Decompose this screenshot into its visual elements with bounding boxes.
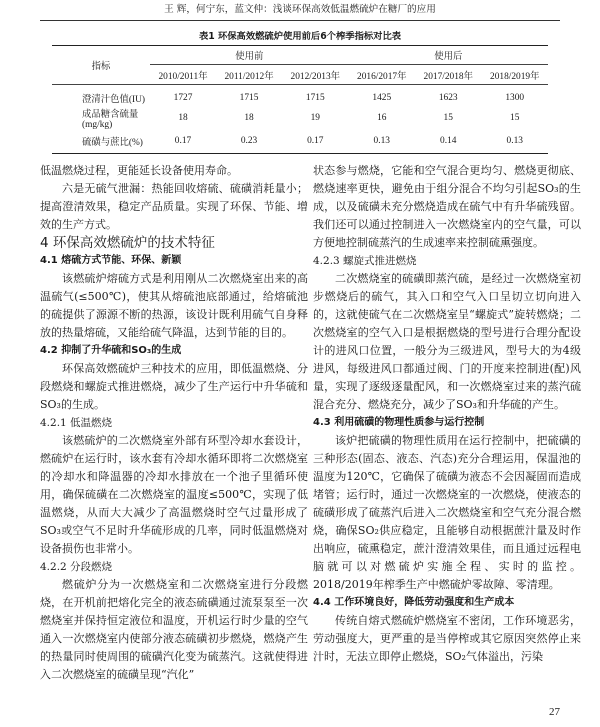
subsection-heading: 4.4 工作环境良好，降低劳动强度和生产成本 [313, 597, 515, 608]
season-header: 2012/2013年 [282, 65, 348, 85]
season-header: 2017/2018年 [415, 65, 481, 85]
group-before-header: 使用前 [150, 46, 349, 65]
season-header: 2010/2011年 [150, 65, 216, 85]
paragraph: 二次燃烧室的硫磺即蒸汽硫，是经过一次燃烧室初步燃烧后的硫气，其入口和空气入口呈切立切向进入的，这就使硫气在二次燃烧室呈“螺旋式”旋转燃烧；二次燃烧室的空气入口是根据燃烧的型号进行合理分配设计的进风口位置，一般分为三级进风，型号大的为4级进风，每级进风口都通过阀、门的开度来控制进(配)风量，实现了逐级逐量配风，和一次燃烧室过来的蒸汽硫混合充分、燃烧充分，减少了SO₃和升华硫的产生。 [313, 272, 581, 411]
page-number: 27 [549, 706, 560, 718]
table-row [52, 85, 548, 106]
indicator-header: 指标 [52, 46, 150, 85]
row-label: 成品糖含硫量(mg/kg) [82, 109, 139, 130]
section-heading: 4 环保高效燃硫炉的技术特征 [40, 235, 215, 251]
left-column [40, 162, 308, 684]
table-cell: 1727 [173, 93, 193, 104]
table-cell: 1300 [505, 93, 525, 104]
paragraph: 燃硫炉分为一次燃烧室和二次燃烧室进行分段燃烧，在开机前把熔化完全的液态硫磺通过流泵泵至一次燃烧室并保持恒定液位和温度，开机运行时少量的空气通入一次燃烧室内使部分液态硫磺初步燃烧，燃烧产生的热量同时使周围的硫磺汽化变为硫蒸汽。这就使得进入二次燃烧室的硫磺呈现“汽化” [40, 578, 308, 681]
group-after-header: 使用后 [349, 46, 548, 65]
table-cell: 0.17 [150, 130, 216, 154]
table-cell: 0.23 [216, 130, 282, 154]
table-caption: 表1 环保高效燃硫炉使用前后6个榨季指标对比表 [198, 31, 402, 42]
season-header: 2011/2012年 [216, 65, 282, 85]
header-rule [40, 20, 560, 21]
paragraph: 环保高效燃硫炉三种技术的应用，即低温燃烧、分段燃烧和螺旋式推进燃烧，减少了生产运行中升华硫和SO₃的生成。 [40, 362, 308, 411]
running-header [0, 0, 600, 22]
right-column [313, 162, 581, 666]
paragraph: 传统自熔式燃硫炉燃烧室不密闭，工作环境恶劣，劳动强度大，更严重的是当停榨或其它原因突然停止来汁时，无法立即停止燃烧，SO₂气体溢出，污染 [313, 614, 581, 663]
table-cell: 1623 [438, 93, 458, 104]
table-cell: 0.14 [415, 130, 481, 154]
paragraph: 该燃硫炉熔硫方式是利用刚从二次燃烧室出来的高温硫气(≤500℃)，使其从熔硫池底部通过，给熔硫池的硫提供了源源不断的热源，该设计既利用硫气自身释放的热量熔硫，又能给硫气降温，达到节能的目的。 [40, 272, 308, 339]
table-cell: 0.13 [481, 130, 548, 154]
subsection-heading: 4.3 利用硫磺的物理性质参与运行控制 [313, 417, 485, 428]
table-cell: 19 [310, 112, 320, 123]
row-label: 硫磺与蔗比(%) [52, 130, 150, 154]
paragraph: 低温燃烧过程，更能延长设备使用寿命。 [40, 164, 238, 177]
season-header: 2018/2019年 [481, 65, 548, 85]
table-cell: 18 [178, 112, 188, 123]
table-cell: 15 [443, 112, 453, 123]
table-group-header-row [52, 46, 548, 65]
table-cell: 1425 [372, 93, 392, 104]
season-header: 2016/2017年 [349, 65, 415, 85]
table-cell: 1715 [239, 93, 259, 104]
subsubsection-heading: 4.2.1 低温燃烧 [40, 417, 113, 429]
table-cell: 1715 [305, 93, 325, 104]
paragraph: 六是无硫气泄漏：热能回收熔硫、硫磺消耗量小；提高澄清效果，稳定产品质量。实现了环保、节能、增效的生产方式。 [40, 182, 308, 231]
running-title: 王 辉，何宁东，蓝文仲：浅谈环保高效低温燃硫炉在糖厂的应用 [164, 4, 436, 15]
paragraph: 状态参与燃烧，它能和空气混合更均匀、燃烧更彻底、燃烧速率更快，避免由于组分混合不均匀引起SO₃的生成，以及硫磺未充分燃烧造成在硫气中有升华硫残留。我们还可以通过控制进入一次燃烧室内的空气量，可以方便地控制硫蒸汽的生成速率来控制硫熏强度。 [313, 164, 581, 249]
subsection-heading: 4.2 抑制了升华硫和SO₃的生成 [40, 345, 182, 356]
table-cell: 0.17 [282, 130, 348, 154]
table-cell: 15 [510, 112, 520, 123]
table-row [52, 106, 548, 130]
table-row [52, 130, 548, 154]
subsubsection-heading: 4.2.2 分段燃烧 [40, 561, 113, 573]
row-label: 澄清汁色值(IU) [82, 95, 146, 106]
subsubsection-heading: 4.2.3 螺旋式推进燃烧 [313, 255, 417, 267]
paragraph: 该燃硫炉的二次燃烧室外部有环型冷却水套设计，燃硫炉在运行时，该水套有冷却水循环即将二次燃烧室的冷却水和降温器的冷却水排放在一个池子里循环使用，确保硫磺在二次燃烧室的温度≤500℃，实现了低温燃烧，从而大大减少了高温燃烧时空气过量形成了SO₃或空气不足时升华硫形成的几率，同时低温燃烧对设备损伤也非常小。 [40, 434, 308, 555]
comparison-table [52, 45, 548, 154]
table-cell: 18 [244, 112, 254, 123]
paragraph: 该炉把硫磺的物理性质用在运行控制中，把硫磺的三种形态(固态、液态、汽态)充分合理运用，保温池的温度为120℃，它确保了硫磺为液态不会因凝固而造成堵管；运行时，通过一次燃烧室的一次燃烧，使液态的硫磺形成了硫蒸汽后进入二次燃烧室和空气充分混合燃烧，确保SO₂供应稳定，且能够自动根据蔗汁量及时作出响应，硫熏稳定，蔗汁澄清效果佳，而且通过远程电脑就可以对燃硫炉实施全程、实时的监控。2018/2019年榨季生产中燃硫炉零故障、零清理。 [313, 434, 581, 591]
table-cell: 0.13 [349, 130, 415, 154]
table-cell: 16 [377, 112, 387, 123]
subsection-heading: 4.1 熔硫方式节能、环保、新颖 [40, 255, 182, 266]
